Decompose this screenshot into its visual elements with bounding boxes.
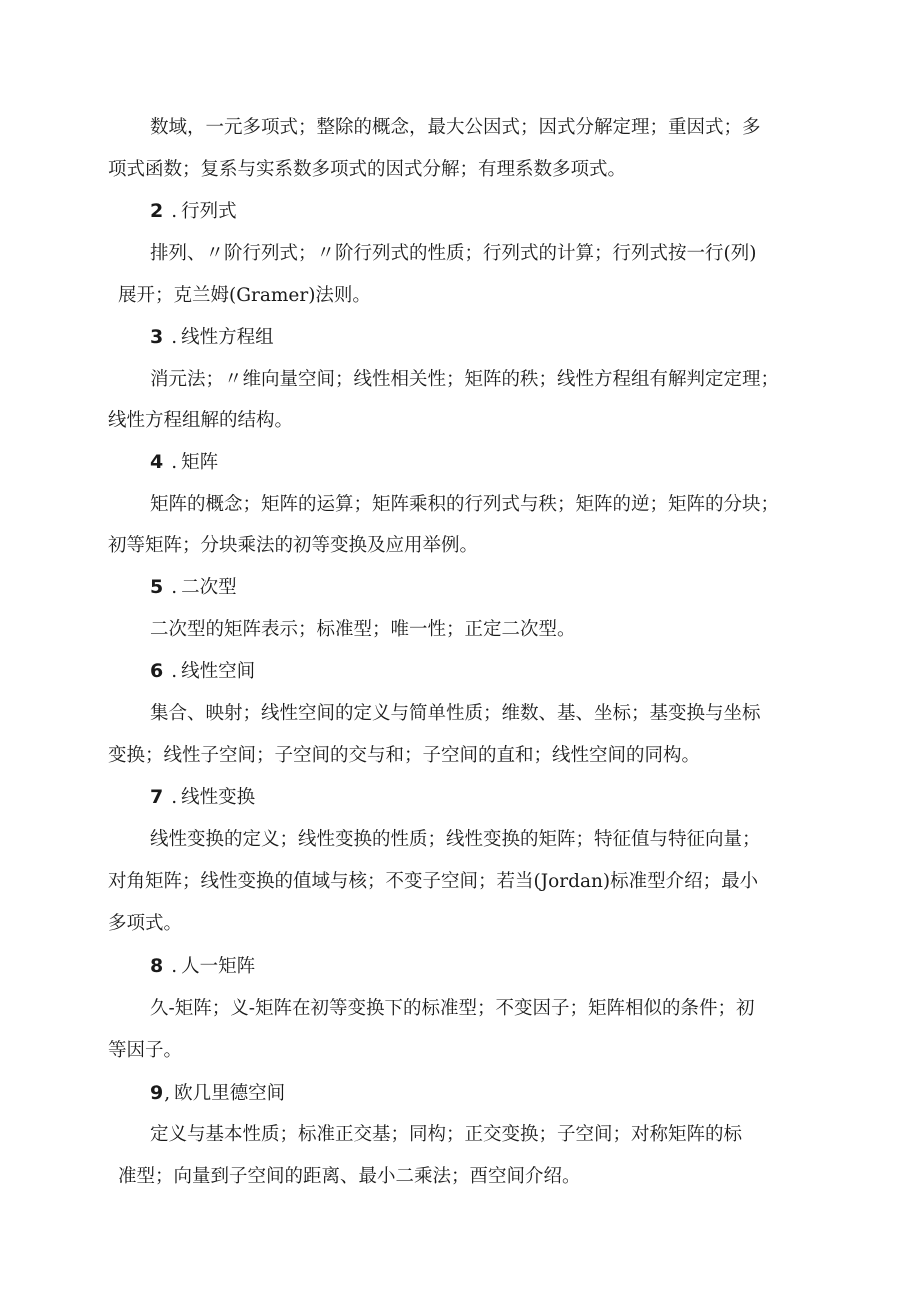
section-number: 6 [150, 660, 164, 682]
section-separator: . [171, 787, 178, 808]
section-separator: , [164, 1083, 171, 1104]
section-separator: . [171, 452, 178, 473]
section-5-line-1: 二次型的矩阵表示；标准型；唯一性；正定二次型。 [150, 619, 576, 640]
section-title: 行列式 [181, 201, 237, 222]
section-4-line-1: 矩阵的概念；矩阵的运算；矩阵乘积的行列式与秩；矩阵的逆；矩阵的分块； [150, 494, 780, 515]
section-separator: . [171, 327, 178, 348]
section-3-line-2: 线性方程组解的结构。 [108, 410, 294, 431]
section-separator: . [171, 956, 178, 977]
section-number: 9 [150, 1082, 164, 1104]
section-7-line-1: 线性变换的定义；线性变换的性质；线性变换的矩阵；特征值与特征向量； [150, 829, 761, 850]
section-number: 2 [150, 200, 164, 222]
section-2-line-2: 展开；克兰姆(Gramer)法则。 [118, 285, 371, 306]
section-9-line-1: 定义与基本性质；标准正交基；同构；正交变换；子空间；对称矩阵的标 [150, 1124, 743, 1145]
section-title: 线性空间 [181, 661, 256, 682]
section-heading-2 [150, 198, 237, 225]
section-7-line-3: 多项式。 [108, 913, 183, 934]
section-separator: . [171, 577, 178, 598]
section-separator: . [171, 201, 178, 222]
section-6-line-1: 集合、映射；线性空间的定义与简单性质；维数、基、坐标；基变换与坐标 [150, 703, 761, 724]
section-title: 人一矩阵 [181, 956, 256, 977]
section-4-line-2: 初等矩阵；分块乘法的初等变换及应用举例。 [108, 535, 479, 556]
section-heading-7 [150, 784, 255, 811]
section-number: 4 [150, 451, 164, 473]
section-6-line-2: 变换；线性子空间；子空间的交与和；子空间的直和；线性空间的同构。 [108, 745, 701, 766]
intro-line-1: 数域，一元多项式；整除的概念，最大公因式；因式分解定理；重因式；多 [150, 117, 761, 138]
section-3-line-1: 消元法；〃维向量空间；线性相关性；矩阵的秩；线性方程组有解判定定理； [150, 369, 780, 390]
section-title: 欧几里德空间 [174, 1083, 286, 1104]
section-9-line-2: 准型；向量到子空间的距离、最小二乘法；酉空间介绍。 [118, 1166, 581, 1187]
section-number: 5 [150, 576, 164, 598]
section-separator: . [171, 661, 178, 682]
section-title: 矩阵 [181, 452, 219, 473]
section-2-line-1: 排列、〃阶行列式；〃阶行列式的性质；行列式的计算；行列式按一行(列) [150, 243, 757, 264]
section-heading-4 [150, 449, 218, 476]
section-title: 线性方程组 [181, 327, 274, 348]
section-8-line-2: 等因子。 [108, 1040, 183, 1061]
section-heading-8 [150, 953, 255, 980]
section-title: 线性变换 [181, 787, 256, 808]
section-number: 3 [150, 326, 164, 348]
intro-line-2: 项式函数；复系与实系数多项式的因式分解；有理系数多项式。 [108, 159, 627, 180]
section-8-line-1: 久-矩阵；义-矩阵在初等变换下的标准型；不变因子；矩阵相似的条件；初 [150, 998, 755, 1019]
section-number: 8 [150, 955, 164, 977]
section-7-line-2: 对角矩阵；线性变换的值域与核；不变子空间；若当(Jordan)标准型介绍；最小 [108, 871, 759, 892]
section-heading-3 [150, 324, 274, 351]
section-heading-9 [150, 1080, 285, 1107]
section-title: 二次型 [181, 577, 237, 598]
section-number: 7 [150, 786, 164, 808]
section-heading-6 [150, 658, 255, 685]
section-heading-5 [150, 574, 237, 601]
